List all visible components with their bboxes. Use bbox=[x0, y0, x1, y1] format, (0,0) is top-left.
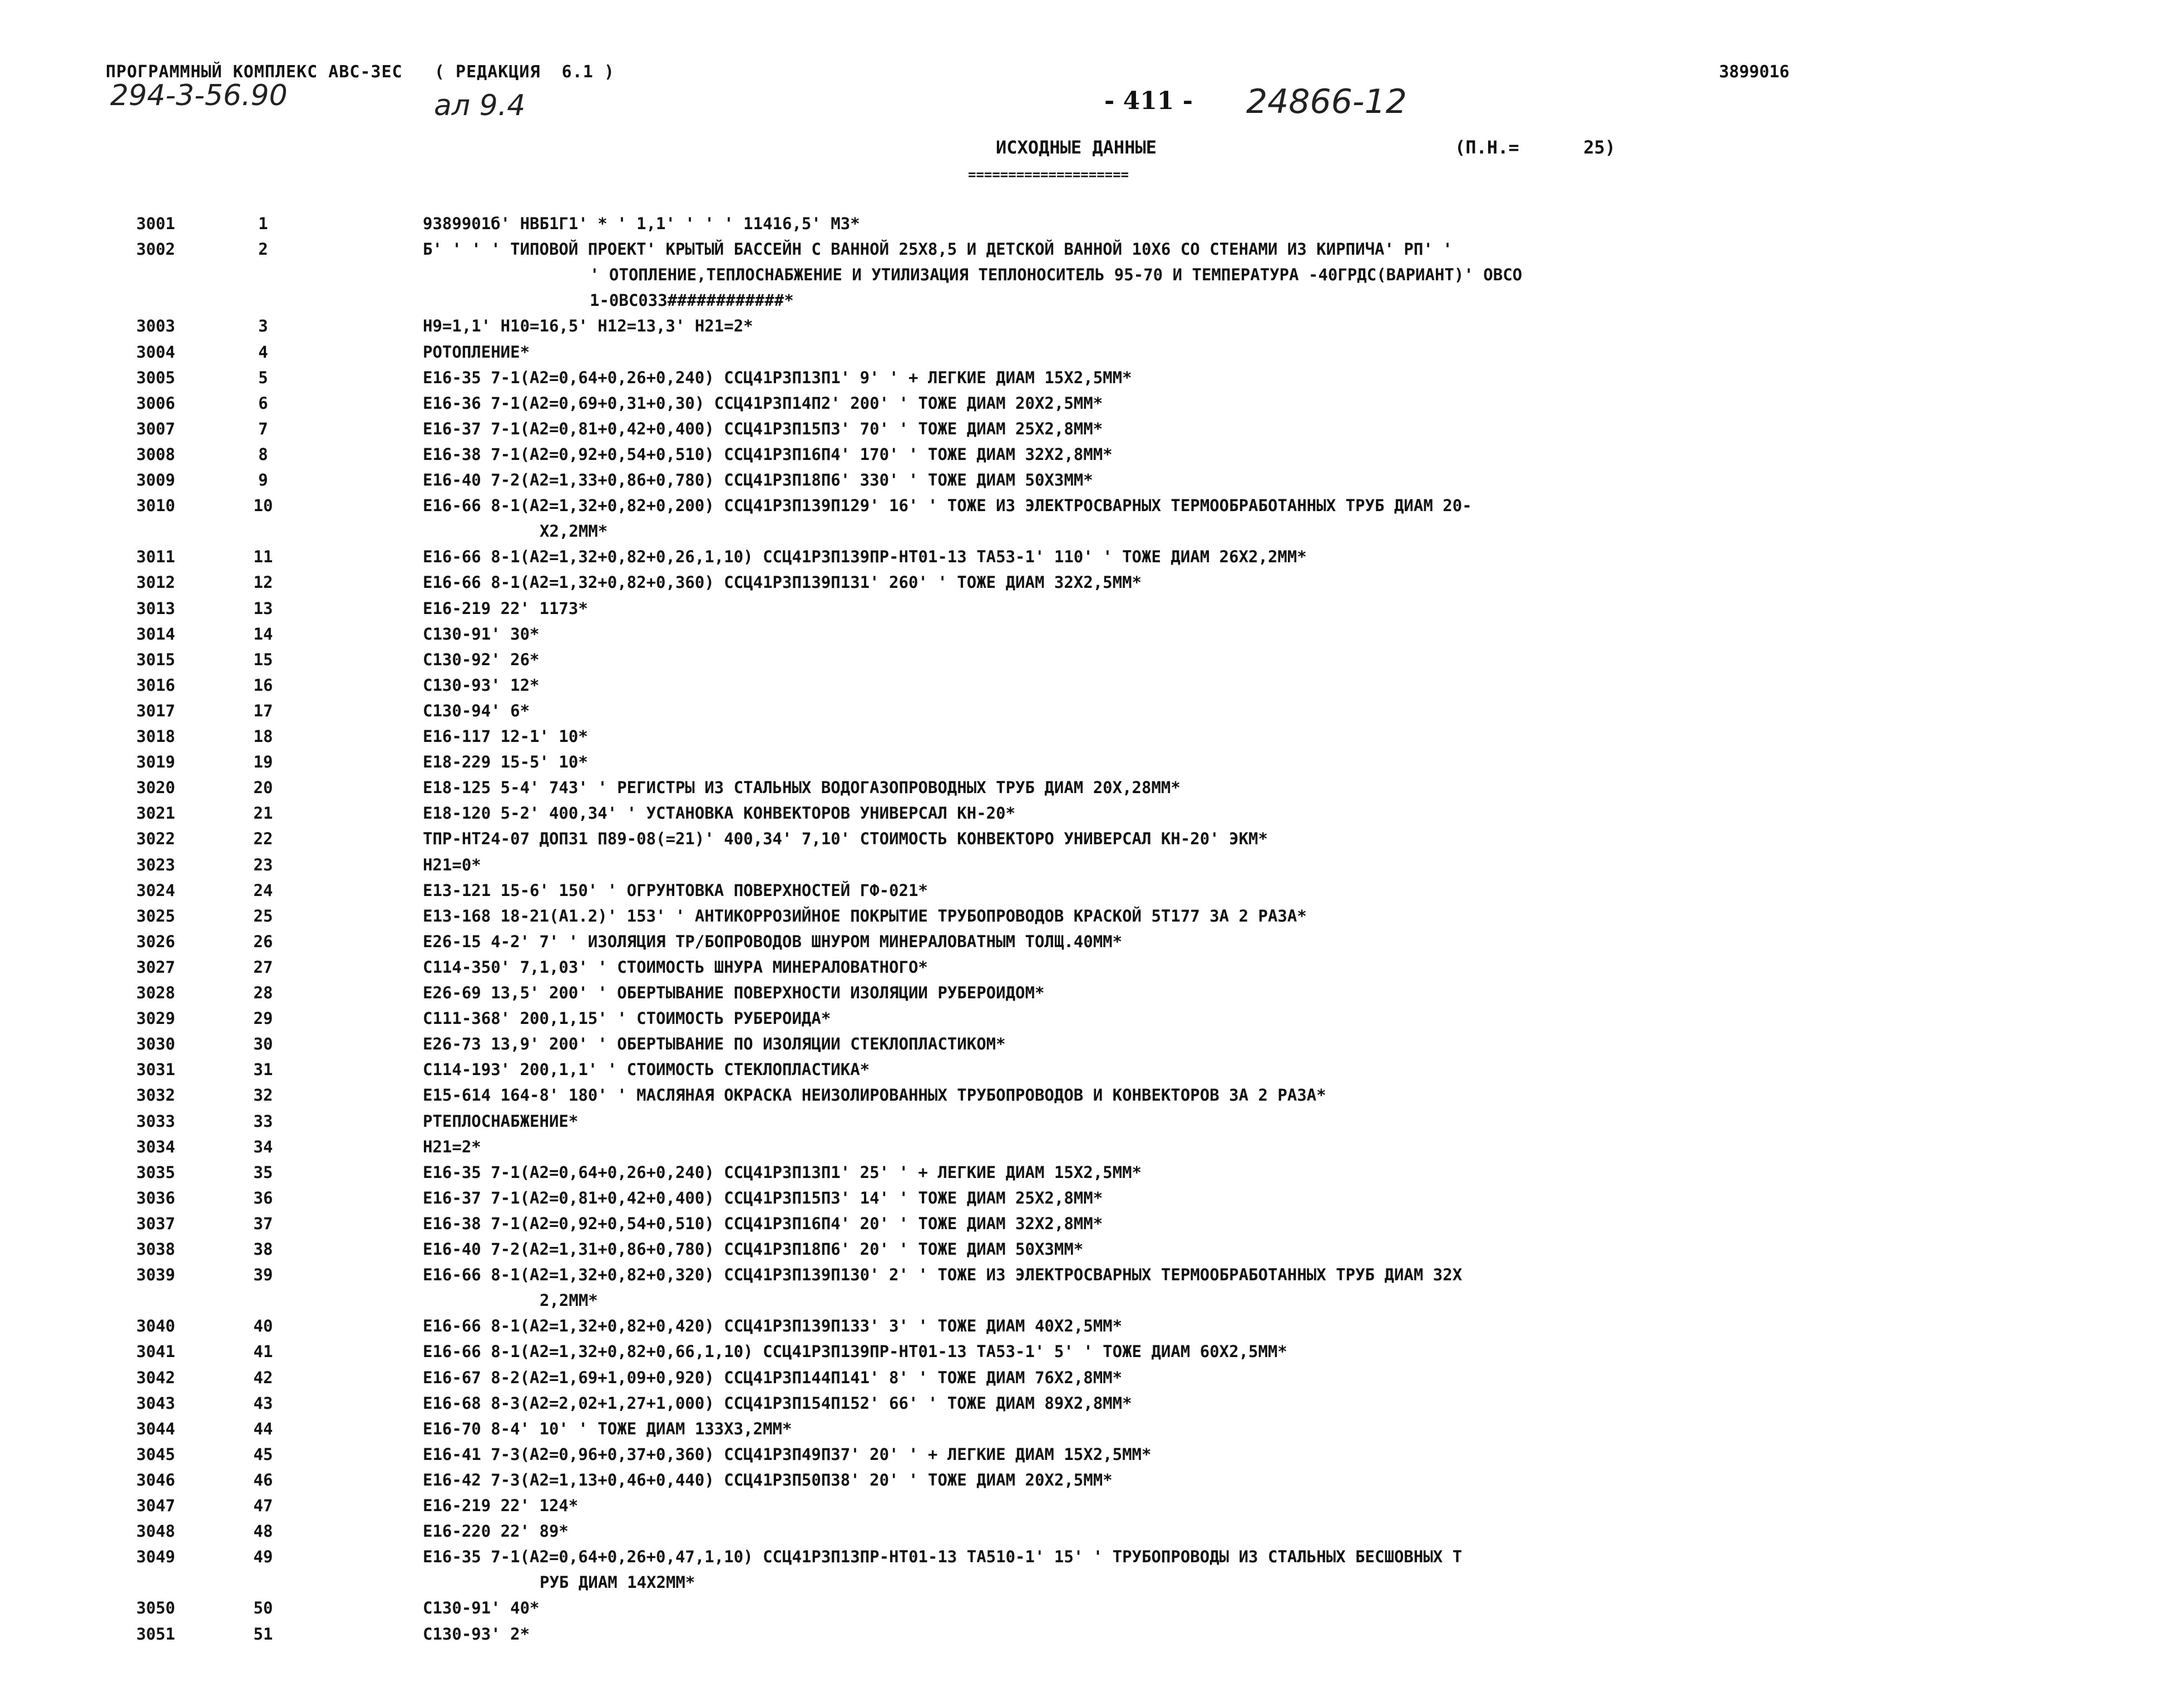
row-number: 19 bbox=[253, 752, 273, 772]
row-number: 35 bbox=[253, 1162, 273, 1182]
row-text: С130-93' 12* bbox=[423, 675, 540, 695]
row-number: 9 bbox=[258, 471, 268, 489]
row-text: Е16-66 8-1(А2=1,32+0,82+0,66,1,10) ССЦ41Р3П139ПР-НТ01-13 ТА53-1' 5' ' ТОЖЕ ДИАМ 60Х2,5ММ* bbox=[423, 1342, 1287, 1362]
row-number: 18 bbox=[253, 727, 273, 746]
row-number: 46 bbox=[253, 1470, 273, 1489]
row-text: Е18-229 15-5' 10* bbox=[423, 752, 588, 772]
row-text: Е16-68 8-3(А2=2,02+1,27+1,000) ССЦ41Р3П154П152' 66' ' ТОЖЕ ДИАМ 89Х2,8ММ* bbox=[423, 1393, 1132, 1413]
row-id: 3026 bbox=[136, 932, 175, 951]
row-number: 45 bbox=[253, 1444, 273, 1464]
row-text: Е16-35 7-1(А2=0,64+0,26+0,47,1,10) ССЦ41Р3П13ПР-НТ01-13 ТА510-1' 15' ' ТРУБОПРОВОДЫ ИЗ СТАЛЬНЫХ БЕСШОВНЫХ Т bbox=[423, 1547, 1463, 1567]
row-text: С130-91' 30* bbox=[423, 624, 540, 643]
row-id: 3011 bbox=[136, 547, 175, 567]
row-number: 39 bbox=[253, 1265, 273, 1285]
row-id: 3046 bbox=[136, 1470, 175, 1489]
row-number: 8 bbox=[258, 444, 268, 464]
row-id: 3035 bbox=[136, 1162, 175, 1182]
row-text: Е16-219 22' 1173* bbox=[423, 598, 588, 618]
row-id: 3012 bbox=[136, 573, 175, 592]
row-id: 3001 bbox=[136, 214, 175, 233]
sheet-marker: (П.Н.= 25) bbox=[1455, 137, 1616, 158]
row-id: 3015 bbox=[136, 650, 175, 669]
row-text: С111-368' 200,1,15' ' СТОИМОСТЬ РУБЕРОИДА* bbox=[423, 1009, 831, 1028]
row-id: 3047 bbox=[136, 1496, 175, 1515]
row-text: С130-94' 6* bbox=[423, 701, 530, 720]
row-text: Е16-37 7-1(А2=0,81+0,42+0,400) ССЦ41Р3П15П3' 70' ' ТОЖЕ ДИАМ 25Х2,8ММ* bbox=[423, 419, 1103, 438]
row-number: 44 bbox=[253, 1419, 273, 1438]
row-number: 27 bbox=[253, 957, 273, 977]
row-text: С114-193' 200,1,1' ' СТОИМОСТЬ СТЕКЛОПЛАСТИКА* bbox=[423, 1060, 870, 1080]
row-id: 3043 bbox=[136, 1393, 175, 1413]
row-text: Е16-66 8-1(А2=1,32+0,82+0,26,1,10) ССЦ41Р3П139ПР-НТ01-13 ТА53-1' 110' ' ТОЖЕ ДИАМ 26Х2,2ММ* bbox=[423, 547, 1307, 567]
row-id: 3038 bbox=[136, 1240, 175, 1259]
row-number: 4 bbox=[258, 342, 268, 362]
row-text: Е16-66 8-1(А2=1,32+0,82+0,420) ССЦ41Р3П139П133' 3' ' ТОЖЕ ДИАМ 40Х2,5ММ* bbox=[423, 1316, 1123, 1336]
row-text: Е15-614 164-8' 180' ' МАСЛЯНАЯ ОКРАСКА НЕИЗОЛИРОВАННЫХ ТРУБОПРОВОДОВ И КОНВЕКТОРОВ ЗА 2 РАЗА* bbox=[423, 1086, 1326, 1105]
row-id: 3023 bbox=[136, 855, 175, 874]
program-header: ПРОГРАММНЫЙ КОМПЛЕКС АВС-ЗЕС ( РЕДАКЦИЯ 6.1 ) bbox=[106, 62, 615, 82]
row-id: 3014 bbox=[136, 624, 175, 643]
row-number: 34 bbox=[253, 1137, 273, 1156]
row-id: 3008 bbox=[136, 444, 175, 464]
row-id: 3009 bbox=[136, 471, 175, 489]
row-text: Е16-41 7-3(А2=0,96+0,37+0,360) ССЦ41Р3П49П37' 20' ' + ЛЕГКИЕ ДИАМ 15Х2,5ММ* bbox=[423, 1444, 1152, 1464]
row-text: Е16-220 22' 89* bbox=[423, 1522, 569, 1541]
row-id: 3016 bbox=[136, 675, 175, 695]
row-text: Е18-120 5-2' 400,34' ' УСТАНОВКА КОНВЕКТОРОВ УНИВЕРСАЛ КН-20* bbox=[423, 804, 1016, 823]
row-number: 1 bbox=[258, 214, 268, 233]
row-text: Е13-121 15-6' 150' ' ОГРУНТОВКА ПОВЕРХНОСТЕЙ ГФ-021* bbox=[423, 880, 928, 900]
row-text: С130-91' 40* bbox=[423, 1598, 540, 1618]
row-number: 48 bbox=[253, 1522, 273, 1541]
row-number: 6 bbox=[258, 393, 268, 413]
row-number: 28 bbox=[253, 983, 273, 1002]
row-text: Н9=1,1' Н10=16,5' Н12=13,3' Н21=2* bbox=[423, 316, 753, 336]
row-number: 41 bbox=[253, 1342, 273, 1362]
row-id: 3022 bbox=[136, 829, 175, 849]
row-text: Е16-66 8-1(А2=1,32+0,82+0,200) ССЦ41Р3П139П129' 16' ' ТОЖЕ ИЗ ЭЛЕКТРОСВАРНЫХ ТЕРМООБРАБОТАННЫХ ТРУБ ДИАМ 20- bbox=[423, 496, 1472, 516]
row-number: 38 bbox=[253, 1240, 273, 1259]
row-number: 50 bbox=[253, 1598, 273, 1618]
row-number: 5 bbox=[258, 368, 268, 387]
row-text: Е13-168 18-21(А1.2)' 153' ' АНТИКОРРОЗИЙНОЕ ПОКРЫТИЕ ТРУБОПРОВОДОВ КРАСКОЙ 5Т177 ЗА 2 РАЗА* bbox=[423, 906, 1307, 925]
row-text: Е16-37 7-1(А2=0,81+0,42+0,400) ССЦ41Р3П15П3' 14' ' ТОЖЕ ДИАМ 25Х2,8ММ* bbox=[423, 1188, 1103, 1207]
row-number: 24 bbox=[253, 880, 273, 900]
row-id: 3013 bbox=[136, 598, 175, 618]
row-number: 21 bbox=[253, 804, 273, 823]
row-number: 23 bbox=[253, 855, 273, 874]
row-text: 9389901б' НВБ1Г1' * ' 1,1' ' ' ' 11416,5' МЗ* bbox=[423, 214, 860, 233]
row-id: 3048 bbox=[136, 1522, 175, 1541]
row-number: 47 bbox=[253, 1496, 273, 1515]
row-text: Е16-117 12-1' 10* bbox=[423, 727, 588, 746]
row-continuation: 2,2ММ* bbox=[540, 1291, 598, 1310]
row-number: 15 bbox=[253, 650, 273, 669]
row-number: 42 bbox=[253, 1368, 273, 1387]
row-id: 3042 bbox=[136, 1368, 175, 1387]
row-id: 3018 bbox=[136, 727, 175, 746]
row-text: Е18-125 5-4' 743' ' РЕГИСТРЫ ИЗ СТАЛЬНЫХ ВОДОГАЗОПРОВОДНЫХ ТРУБ ДИАМ 20Х,28ММ* bbox=[423, 778, 1181, 798]
row-number: 32 bbox=[253, 1086, 273, 1105]
row-id: 3020 bbox=[136, 778, 175, 798]
title-underline: ==================== bbox=[968, 167, 1129, 182]
handwritten-inventory-number: 24866-12 bbox=[1246, 82, 1407, 121]
row-id: 3044 bbox=[136, 1419, 175, 1438]
row-number: 10 bbox=[253, 496, 273, 516]
row-text: С130-92' 26* bbox=[423, 650, 540, 669]
handwritten-project-number: 294-3-56.90 bbox=[110, 79, 288, 112]
row-number: 3 bbox=[258, 316, 268, 336]
row-text: РОТОПЛЕНИЕ* bbox=[423, 342, 530, 362]
row-number: 20 bbox=[253, 778, 273, 798]
row-text: Н21=0* bbox=[423, 855, 481, 874]
row-text: С130-93' 2* bbox=[423, 1624, 530, 1643]
row-number: 11 bbox=[253, 547, 273, 567]
row-number: 43 bbox=[253, 1393, 273, 1413]
row-number: 25 bbox=[253, 906, 273, 925]
row-continuation: 1-0ВС033############* bbox=[590, 291, 794, 310]
row-number: 49 bbox=[253, 1547, 273, 1567]
row-number: 31 bbox=[253, 1060, 273, 1080]
row-text: Е16-40 7-2(А2=1,31+0,86+0,780) ССЦ41Р3П18П6' 20' ' ТОЖЕ ДИАМ 50Х3ММ* bbox=[423, 1240, 1084, 1259]
row-number: 16 bbox=[253, 675, 273, 695]
row-number: 7 bbox=[258, 419, 268, 438]
row-number: 26 bbox=[253, 932, 273, 951]
row-text: ТПР-НТ24-07 ДОП31 П89-08(=21)' 400,34' 7,10' СТОИМОСТЬ КОНВЕКТОРО УНИВЕРСАЛ КН-20' ЭКМ* bbox=[423, 829, 1268, 849]
row-id: 3031 bbox=[136, 1060, 175, 1080]
row-continuation: РУБ ДИАМ 14Х2ММ* bbox=[540, 1573, 695, 1592]
row-text: Н21=2* bbox=[423, 1137, 481, 1156]
row-id: 3010 bbox=[136, 496, 175, 516]
row-text: Е16-40 7-2(А2=1,33+0,86+0,780) ССЦ41Р3П18П6' 330' ' ТОЖЕ ДИАМ 50Х3ММ* bbox=[423, 471, 1093, 489]
row-number: 36 bbox=[253, 1188, 273, 1207]
row-id: 3006 bbox=[136, 393, 175, 413]
row-number: 51 bbox=[253, 1624, 273, 1643]
row-id: 3021 bbox=[136, 804, 175, 823]
handwritten-album-note: ал 9.4 bbox=[434, 89, 526, 122]
row-text: Е16-67 8-2(А2=1,69+1,09+0,920) ССЦ41Р3П144П141' 8' ' ТОЖЕ ДИАМ 76Х2,8ММ* bbox=[423, 1368, 1123, 1387]
row-id: 3004 bbox=[136, 342, 175, 362]
row-text: С114-350' 7,1,03' ' СТОИМОСТЬ ШНУРА МИНЕРАЛОВАТНОГО* bbox=[423, 957, 928, 977]
row-continuation: Х2,2ММ* bbox=[540, 522, 608, 541]
row-id: 3003 bbox=[136, 316, 175, 336]
row-text: Е16-36 7-1(А2=0,69+0,31+0,30) ССЦ41Р3П14П2' 200' ' ТОЖЕ ДИАМ 20Х2,5ММ* bbox=[423, 393, 1103, 413]
row-id: 3037 bbox=[136, 1214, 175, 1233]
row-number: 22 bbox=[253, 829, 273, 849]
row-id: 3005 bbox=[136, 368, 175, 387]
row-continuation: ' ОТОПЛЕНИЕ,ТЕПЛОСНАБЖЕНИЕ И УТИЛИЗАЦИЯ ТЕПЛОНОСИТЕЛЬ 95-70 И ТЕМПЕРАТУРА -40ГРДС(ВАРИАНТ)' ОВСО bbox=[590, 265, 1523, 285]
row-text: Е26-69 13,5' 200' ' ОБЕРТЫВАНИЕ ПОВЕРХНОСТИ ИЗОЛЯЦИИ РУБЕРОИДОМ* bbox=[423, 983, 1045, 1002]
row-id: 3045 bbox=[136, 1444, 175, 1464]
row-id: 3027 bbox=[136, 957, 175, 977]
row-number: 40 bbox=[253, 1316, 273, 1336]
row-number: 2 bbox=[258, 240, 268, 259]
document-code: 3899016 bbox=[1719, 62, 1790, 82]
row-number: 13 bbox=[253, 598, 273, 618]
row-number: 30 bbox=[253, 1034, 273, 1054]
row-number: 33 bbox=[253, 1111, 273, 1131]
row-id: 3017 bbox=[136, 701, 175, 720]
row-text: Е16-35 7-1(А2=0,64+0,26+0,240) ССЦ41Р3П13П1' 9' ' + ЛЕГКИЕ ДИАМ 15Х2,5ММ* bbox=[423, 368, 1132, 387]
row-id: 3028 bbox=[136, 983, 175, 1002]
row-text: Е16-38 7-1(А2=0,92+0,54+0,510) ССЦ41Р3П16П4' 20' ' ТОЖЕ ДИАМ 32Х2,8ММ* bbox=[423, 1214, 1103, 1233]
row-id: 3025 bbox=[136, 906, 175, 925]
row-id: 3039 bbox=[136, 1265, 175, 1285]
row-id: 3036 bbox=[136, 1188, 175, 1207]
row-id: 3050 bbox=[136, 1598, 175, 1618]
row-text: Б' ' ' ' ТИПОВОЙ ПРОЕКТ' КРЫТЫЙ БАССЕЙН С ВАННОЙ 25Х8,5 И ДЕТСКОЙ ВАННОЙ 10Х6 СО СТЕНАМИ ИЗ КИРПИЧА' РП' ' bbox=[423, 240, 1453, 259]
row-id: 3002 bbox=[136, 240, 175, 259]
row-id: 3029 bbox=[136, 1009, 175, 1028]
row-id: 3032 bbox=[136, 1086, 175, 1105]
row-id: 3040 bbox=[136, 1316, 175, 1336]
row-id: 3041 bbox=[136, 1342, 175, 1362]
row-text: Е16-35 7-1(А2=0,64+0,26+0,240) ССЦ41Р3П13П1' 25' ' + ЛЕГКИЕ ДИАМ 15Х2,5ММ* bbox=[423, 1162, 1142, 1182]
row-id: 3034 bbox=[136, 1137, 175, 1156]
row-text: Е16-38 7-1(А2=0,92+0,54+0,510) ССЦ41Р3П16П4' 170' ' ТОЖЕ ДИАМ 32Х2,8ММ* bbox=[423, 444, 1113, 464]
row-text: Е16-66 8-1(А2=1,32+0,82+0,320) ССЦ41Р3П139П130' 2' ' ТОЖЕ ИЗ ЭЛЕКТРОСВАРНЫХ ТЕРМООБРАБОТАННЫХ ТРУБ ДИАМ 32Х bbox=[423, 1265, 1463, 1285]
row-number: 14 bbox=[253, 624, 273, 643]
row-number: 29 bbox=[253, 1009, 273, 1028]
page-number: - 411 - bbox=[1104, 87, 1193, 115]
page-title: ИСХОДНЫЕ ДАННЫЕ bbox=[996, 137, 1157, 158]
row-text: РТЕПЛОСНАБЖЕНИЕ* bbox=[423, 1111, 579, 1131]
row-number: 37 bbox=[253, 1214, 273, 1233]
row-text: Е26-15 4-2' 7' ' ИЗОЛЯЦИЯ ТР/БОПРОВОДОВ ШНУРОМ МИНЕРАЛОВАТНЫМ ТОЛЩ.40ММ* bbox=[423, 932, 1123, 951]
row-id: 3051 bbox=[136, 1624, 175, 1643]
row-text: Е16-66 8-1(А2=1,32+0,82+0,360) ССЦ41Р3П139П131' 260' ' ТОЖЕ ДИАМ 32Х2,5ММ* bbox=[423, 573, 1142, 592]
row-id: 3024 bbox=[136, 880, 175, 900]
row-text: Е26-73 13,9' 200' ' ОБЕРТЫВАНИЕ ПО ИЗОЛЯЦИИ СТЕКЛОПЛАСТИКОМ* bbox=[423, 1034, 1006, 1054]
row-id: 3049 bbox=[136, 1547, 175, 1567]
row-number: 12 bbox=[253, 573, 273, 592]
row-id: 3007 bbox=[136, 419, 175, 438]
row-text: Е16-70 8-4' 10' ' ТОЖЕ ДИАМ 133Х3,2ММ* bbox=[423, 1419, 792, 1438]
row-text: Е16-219 22' 124* bbox=[423, 1496, 579, 1515]
row-id: 3033 bbox=[136, 1111, 175, 1131]
row-id: 3019 bbox=[136, 752, 175, 772]
row-text: Е16-42 7-3(А2=1,13+0,46+0,440) ССЦ41Р3П50П38' 20' ' ТОЖЕ ДИАМ 20Х2,5ММ* bbox=[423, 1470, 1113, 1489]
row-id: 3030 bbox=[136, 1034, 175, 1054]
row-number: 17 bbox=[253, 701, 273, 720]
